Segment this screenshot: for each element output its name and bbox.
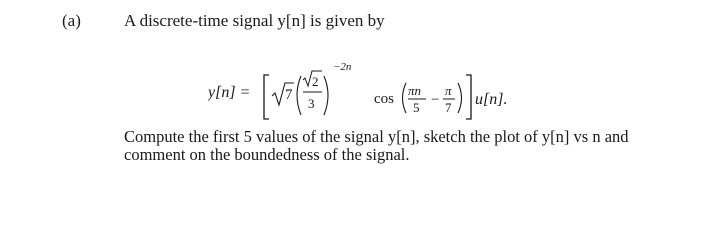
cos-label: cos	[374, 91, 394, 107]
instruction-line-1: Compute the first 5 values of the signal y[n], sketch the plot of y[n] vs n and	[124, 127, 629, 146]
unit-step: u[n].	[475, 91, 508, 108]
left-bracket	[264, 75, 269, 119]
sqrt-radicand: 7	[285, 87, 293, 103]
equation-svg	[208, 62, 548, 122]
right-paren	[324, 76, 328, 115]
equation-lhs: y[n] =	[208, 84, 251, 101]
term2-denominator: 7	[445, 100, 452, 115]
exponent: −2n	[333, 62, 352, 73]
minus-sign: −	[431, 92, 440, 108]
term1-denominator: 5	[413, 100, 420, 115]
left-paren	[297, 76, 301, 115]
right-bracket	[466, 75, 471, 119]
question-intro: A discrete-time signal y[n] is given by	[124, 11, 385, 30]
instruction-line-2: comment on the boundedness of the signal.	[124, 145, 410, 164]
cos-right-paren	[458, 83, 462, 113]
signal-equation	[208, 62, 548, 122]
instruction-paragraph	[124, 128, 684, 164]
term2-numerator: π	[445, 83, 452, 98]
numerator-radicand: 2	[312, 74, 319, 89]
part-label: (a)	[62, 11, 81, 30]
fraction-denominator: 3	[308, 96, 315, 111]
term1-numerator: πn	[408, 83, 422, 98]
cos-left-paren	[403, 83, 407, 113]
